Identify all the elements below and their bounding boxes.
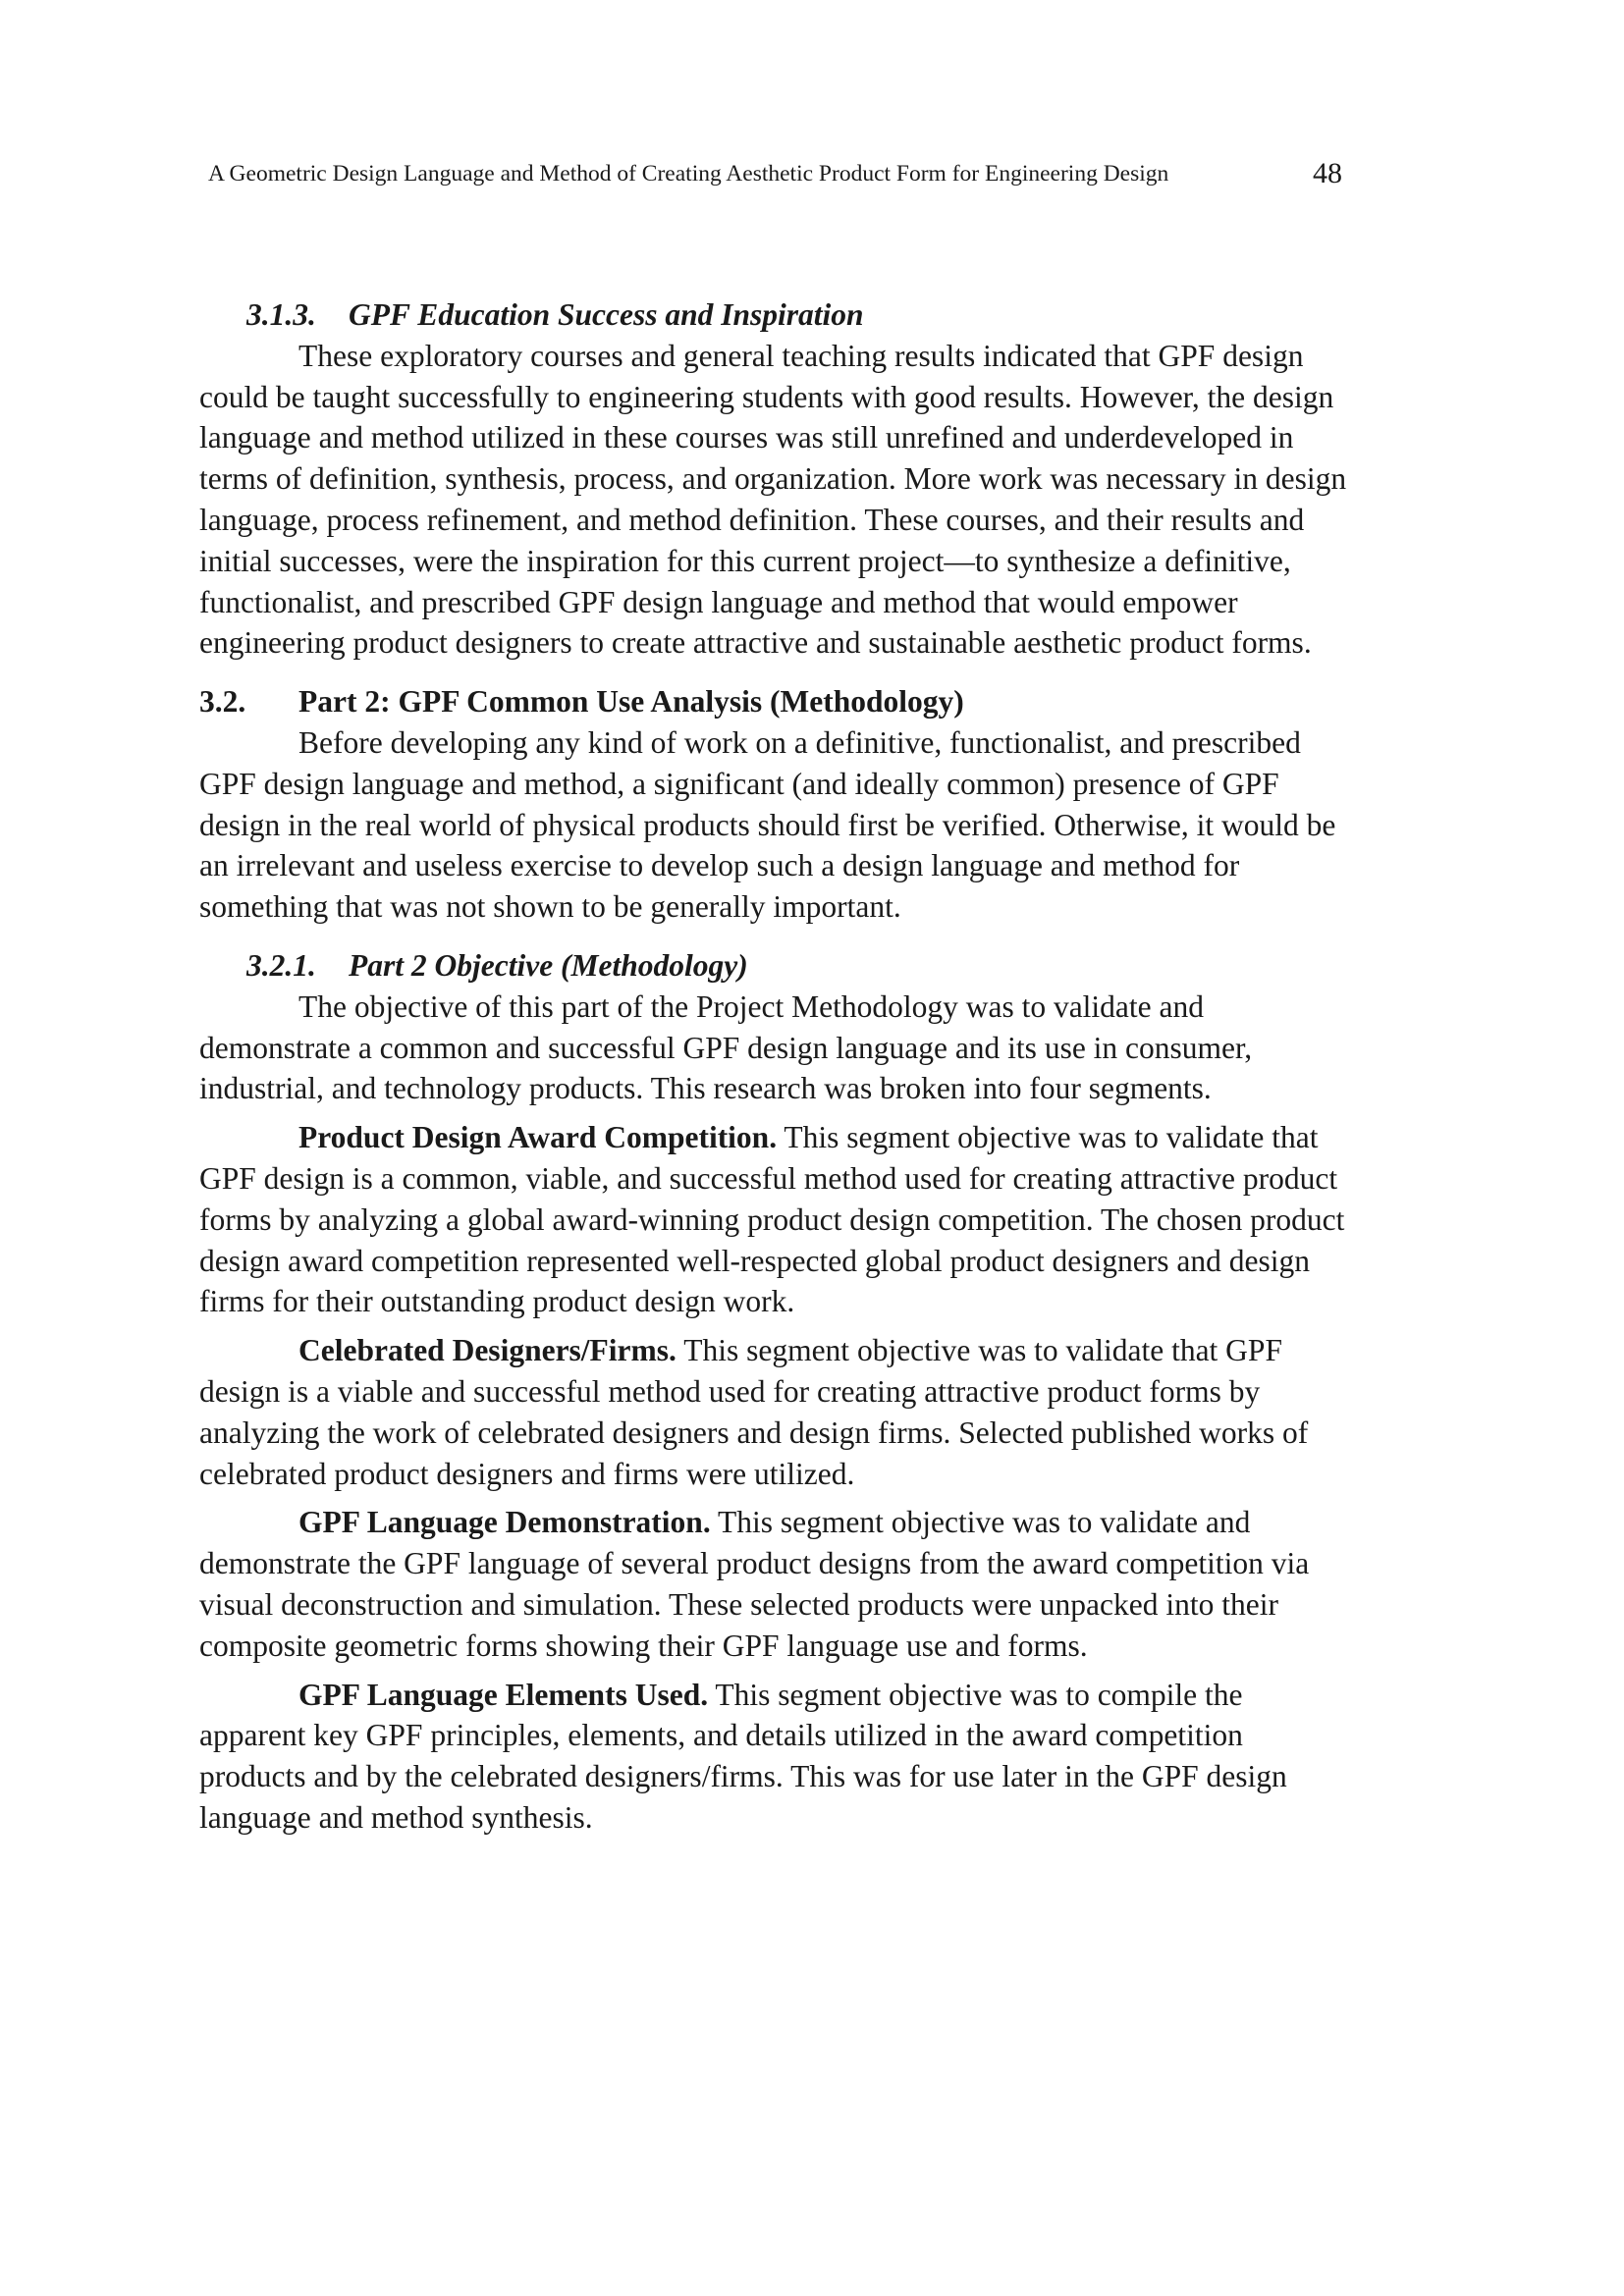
section-title: GPF Education Success and Inspiration [349,297,864,332]
paragraph-text: This segment objective was to validate that GPF design is a viable and successful method used for creating attractive product forms by analyzing the work of celebrated designers and design firms. Selected published works of celebrated product designers and firms were utilized. [199,1333,1309,1491]
section-heading-3-2 [199,681,1348,722]
paragraph-celebrated-designers [199,1330,1348,1494]
run-in-heading: GPF Language Demonstration. [298,1505,711,1540]
paragraph: These exploratory courses and general teaching results indicated that GPF design could be taught successfully to engineering students with good results. However, the design language and method utilized in these courses was still unrefined and underdeveloped in terms of definition, synthesis, process, and organization. More work was necessary in design language, process refinement, and method definition. These courses, and their results and initial successes, were the inspiration for this current project—to synthesize a definitive, functionalist, and prescribed GPF design language and method that would empower engineering product designers to create attractive and sustainable aesthetic product forms. [199,338,1347,661]
run-in-heading: Product Design Award Competition. [298,1120,778,1155]
running-title: A Geometric Design Language and Method of Creating Aesthetic Product Form for Engineering Design [208,161,1169,187]
run-in-heading: Celebrated Designers/Firms. [298,1333,677,1368]
section-number: 3.1.3. [246,297,316,332]
paragraph-text: This segment objective was to validate and demonstrate the GPF language of several product designs from the award competition via visual deconstruction and simulation. These selected products were unpacked into their composite geometric forms showing their GPF language use and forms. [199,1505,1310,1663]
section-heading-3-1-3 [246,294,1348,336]
page-number: 48 [1313,157,1342,189]
paragraph: Before developing any kind of work on a definitive, functionalist, and prescribed GPF design language and method, a significant (and ideally common) presence of GPF design in the real world of physical products should first be verified. Otherwise, it would be an irrelevant and useless exercise to develop such a design language and method for something that was not shown to be generally important. [199,724,1336,925]
paragraph-gpf-language-elements [199,1675,1348,1839]
section-heading-3-2-1 [246,945,1348,987]
paragraph: The objective of this part of the Project Methodology was to validate and demonstrate a common and successful GPF design language and its use in consumer, industrial, and technology products. This research was broken into four segments. [199,988,1253,1106]
paragraph-product-design-award [199,1117,1348,1322]
paragraph-gpf-language-demonstration [199,1502,1348,1666]
paragraph-text: This segment objective was to validate that GPF design is a common, viable, and successful method used for creating attractive product forms by analyzing a global award-winning product design competition. The chosen product design award competition represented well-respected global product designers and design firms for their outstanding product design work. [199,1120,1345,1319]
section-number: 3.2. [199,684,246,720]
page-body [199,294,1348,1846]
section-title: Part 2 Objective (Methodology) [349,947,748,983]
paragraph-text: This segment objective was to compile the apparent key GPF principles, elements, and details utilized in the award competition products and by the celebrated designers/firms. This was for use later in the GPF design language and method synthesis. [199,1677,1287,1835]
section-number: 3.2.1. [246,947,316,983]
section-title: Part 2: GPF Common Use Analysis (Methodology) [298,684,964,720]
run-in-heading: GPF Language Elements Used. [298,1677,709,1712]
running-header [208,157,1342,196]
